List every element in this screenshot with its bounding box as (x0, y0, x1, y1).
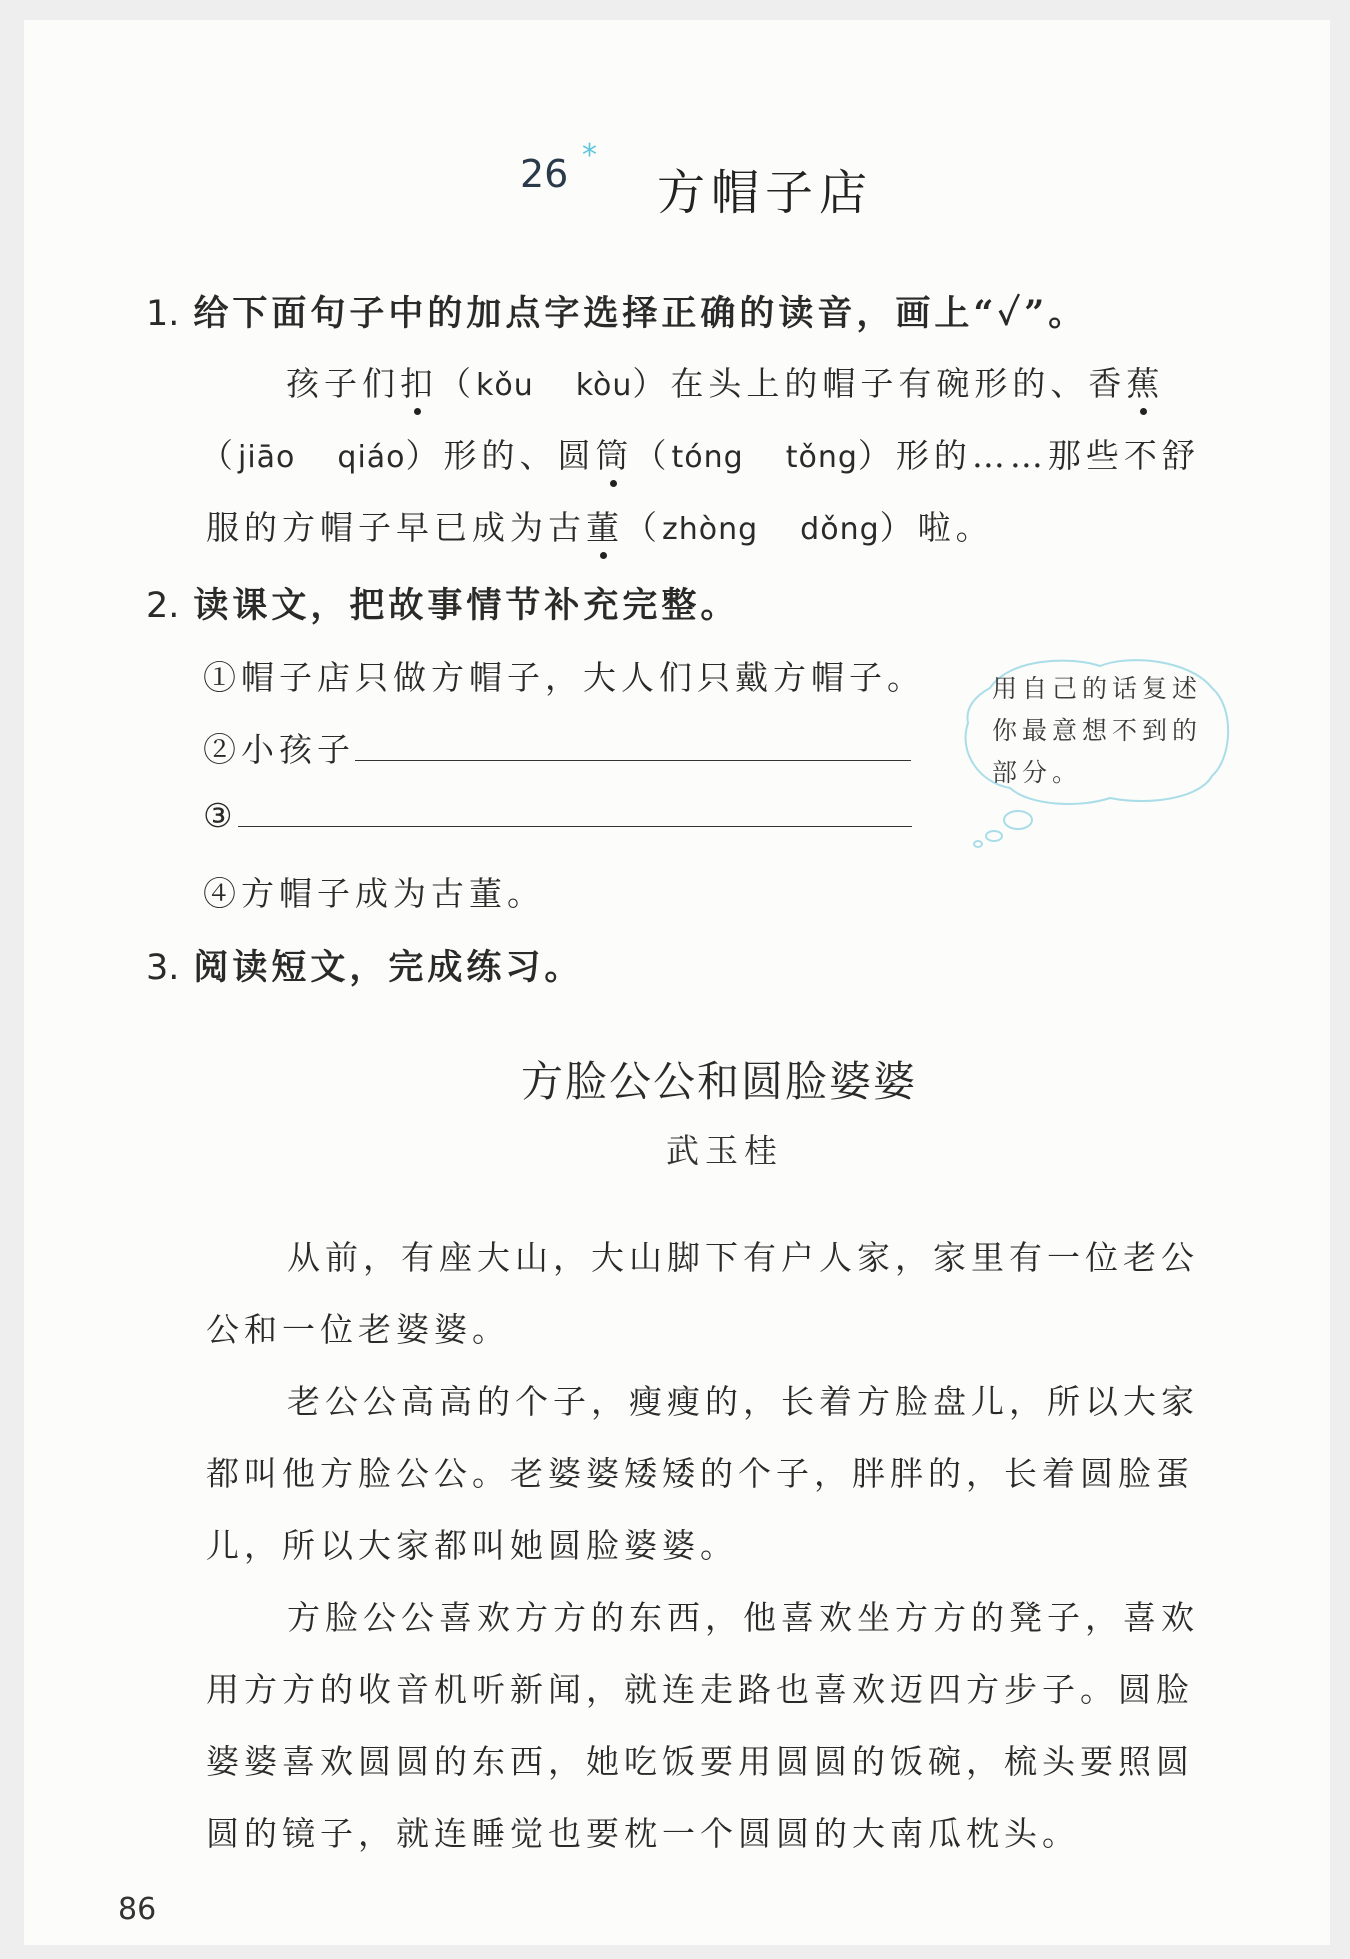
q1-text: ）形的……那些不舒 (857, 436, 1200, 475)
plot-item-4: ④方帽子成为古董。 (203, 874, 545, 913)
pinyin-option[interactable]: zhòng (662, 512, 759, 547)
story-line: 方脸公公喜欢方方的东西，他喜欢坐方方的凳子，喜欢 (287, 1598, 1199, 1637)
dotted-character: 扣 (400, 358, 438, 405)
question-1-number: 1. (146, 294, 180, 334)
bubble-hint: 用自己的话复述你最意想不到的部分。 (992, 674, 1203, 787)
plot-item-2 (203, 724, 911, 771)
q1-text: （ (438, 364, 476, 403)
q1-sentence-line-2 (200, 430, 1200, 477)
story-line: 都叫他方脸公公。老婆婆矮矮的个子，胖胖的，长着圆脸蛋 (206, 1454, 1194, 1493)
pinyin-option[interactable]: kòu (575, 368, 633, 403)
dotted-character: 董 (586, 502, 624, 549)
q1-text: ）形的、圆 (405, 436, 596, 475)
lesson-title: 方帽子店 (657, 165, 874, 221)
story-line: 用方方的收音机听新闻，就连走路也喜欢迈四方步子。圆脸 (206, 1670, 1194, 1709)
pinyin-option[interactable]: kǒu (476, 368, 534, 403)
story-line: 从前，有座大山，大山脚下有户人家，家里有一位老公 (287, 1238, 1199, 1277)
question-3-number: 3. (146, 948, 180, 988)
q1-text: 孩子们 (286, 364, 400, 403)
q1-text: （ (200, 436, 238, 475)
dotted-character: 蕉 (1126, 358, 1164, 405)
question-2-prompt: 读课文，把故事情节补充完整。 (193, 585, 740, 626)
page-number: 86 (118, 1892, 157, 1927)
plot-item-1: ①帽子店只做方帽子，大人们只戴方帽子。 (203, 658, 925, 697)
pinyin-option[interactable]: jiāo (238, 440, 296, 475)
lesson-star: * (582, 138, 597, 173)
story-line: 婆婆喜欢圆圆的东西，她吃饭要用圆圆的饭碗，梳头要照圆 (206, 1742, 1194, 1781)
dotted-character: 筒 (596, 430, 634, 477)
q1-sentence-line-3 (206, 502, 994, 549)
story-line: 老公公高高的个子，瘦瘦的，长着方脸盘儿，所以大家 (287, 1382, 1199, 1421)
lesson-number: 26 (520, 152, 569, 196)
story-line: 公和一位老婆婆。 (206, 1310, 510, 1349)
question-1-heading (146, 286, 1087, 336)
q1-text: （ (624, 508, 662, 547)
plot-item-3-label: ③ (203, 796, 238, 835)
q1-text: （ (633, 436, 672, 475)
story-line: 儿，所以大家都叫她圆脸婆婆。 (206, 1526, 738, 1565)
pinyin-option[interactable]: qiáo (337, 440, 406, 475)
plot-item-2-label: ②小孩子 (203, 730, 355, 769)
story-line: 圆的镜子，就连睡觉也要枕一个圆圆的大南瓜枕头。 (206, 1814, 1080, 1853)
q1-text: 服的方帽子早已成为古 (206, 508, 586, 547)
q1-sentence-line-1 (286, 358, 1164, 405)
question-2-number: 2. (146, 586, 180, 626)
pinyin-option[interactable]: dǒng (800, 512, 880, 547)
question-1-prompt: 给下面句子中的加点字选择正确的读音，画上“✓”。 (193, 293, 1088, 334)
answer-blank-3[interactable] (238, 796, 912, 827)
question-3-heading (146, 940, 583, 990)
answer-blank-2[interactable] (355, 730, 911, 761)
pinyin-option[interactable]: tǒng (785, 440, 858, 475)
plot-item-3 (203, 796, 912, 835)
story-title: 方脸公公和圆脸婆婆 (521, 1057, 918, 1106)
pinyin-option[interactable]: tóng (671, 440, 744, 475)
q1-text: ）啦。 (879, 508, 994, 547)
question-3-prompt: 阅读短文，完成练习。 (193, 947, 584, 988)
question-2-heading (146, 578, 739, 628)
q1-text: ）在头上的帽子有碗形的、香 (632, 364, 1127, 403)
story-author: 武玉桂 (666, 1131, 783, 1170)
